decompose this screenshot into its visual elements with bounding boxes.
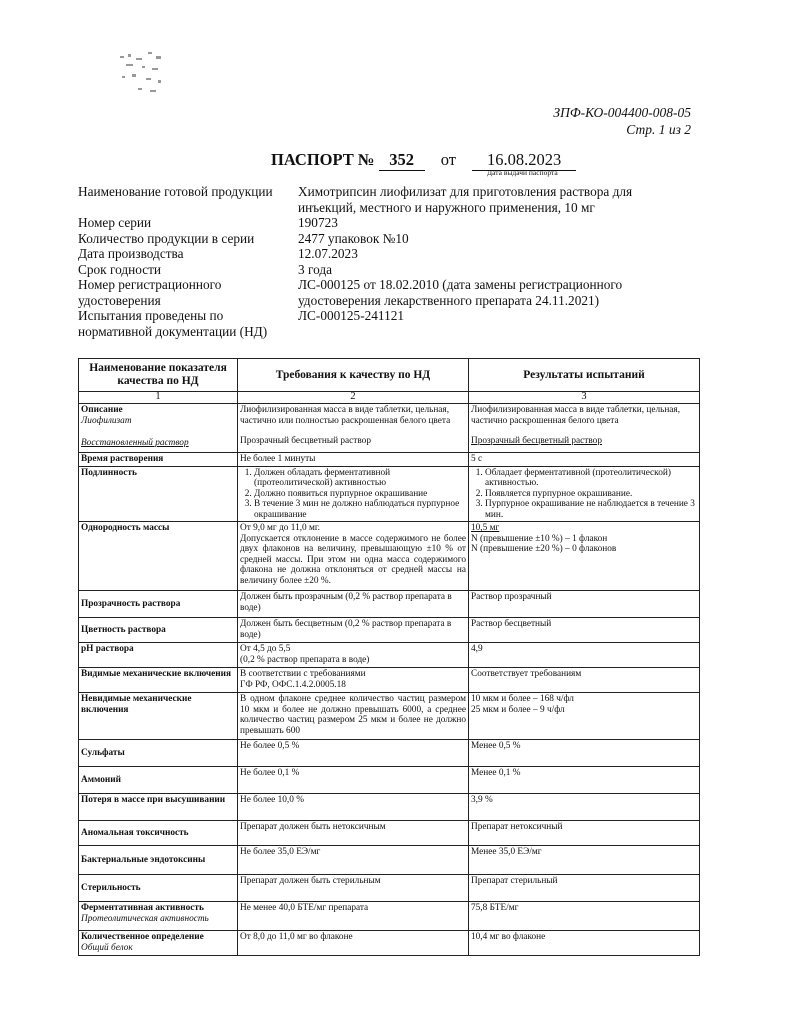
info-row — [78, 277, 658, 308]
indicator-name: Ферментативная активность — [81, 903, 204, 913]
info-row — [78, 246, 658, 262]
info-row — [78, 184, 658, 215]
table-row — [79, 466, 700, 522]
info-key: Количество продукции в серии — [78, 230, 255, 246]
info-value: 3 года — [298, 261, 333, 277]
requirement-text: В одном флаконе среднее количество частиц размером 10 мкм и более не должно превышать 6000, а среднее количество частиц размером 25 мкм и более не должно превышать 600 — [238, 693, 469, 740]
requirement-text: Лиофилизированная масса в виде таблетки, цельная, частично или полностью раскрошенная белого цвета — [240, 405, 451, 426]
requirement-text: (0,2 % раствор препарата в воде) — [240, 654, 370, 665]
info-value: ЛС-000125-241121 — [298, 308, 405, 323]
list-item: 2. Появляется пурпурное окрашивание. — [485, 489, 697, 500]
requirement-text: Не более 35,0 ЕЭ/мг — [238, 846, 469, 875]
requirement-text: Прозрачный бесцветный раствор — [240, 436, 371, 446]
requirement-text: От 9,0 мг до 11,0 мг. — [240, 523, 320, 533]
quality-table — [78, 358, 700, 956]
table-row — [79, 902, 700, 931]
table-row — [79, 522, 700, 591]
table-row — [79, 875, 700, 902]
issue-date-caption: Дата выдачи паспорта — [487, 168, 558, 177]
from-label: от — [440, 150, 457, 169]
info-key: Номер регистрационного удостоверения — [78, 277, 222, 308]
requirement-text: Препарат должен быть нетоксичным — [238, 821, 469, 846]
indicator-name: Видимые механические включения — [79, 668, 238, 693]
requirement-text: Не более 1 минуты — [238, 453, 469, 467]
table-row — [79, 740, 700, 767]
indicator-name: Время растворения — [79, 453, 238, 467]
table-row — [79, 618, 700, 643]
col-number: 1 — [79, 392, 238, 404]
result-text: N (превышение ±10 %) – 1 флакон — [471, 533, 608, 544]
table-row — [79, 453, 700, 467]
scan-noise-mark — [118, 50, 168, 95]
table-row — [79, 693, 700, 740]
table-row — [79, 846, 700, 875]
requirement-text: Не более 10,0 % — [238, 794, 469, 821]
info-value: 190723 — [298, 215, 338, 230]
requirement-list — [240, 468, 466, 521]
info-key: Наименование готовой продукции — [78, 184, 273, 199]
list-item: 2. Должно появиться пурпурное окрашивание — [254, 489, 466, 500]
indicator-name: Стерильность — [79, 875, 238, 902]
table-row — [79, 668, 700, 693]
table-row — [79, 931, 700, 956]
requirement-text: В соответствии с требованиями — [240, 669, 366, 679]
info-row — [78, 308, 658, 339]
info-key: Срок годности — [78, 261, 162, 277]
requirement-text: Должен быть бесцветным (0,2 % раствор препарата в воде) — [238, 618, 469, 643]
indicator-sub: Протеолитическая активность — [81, 913, 209, 924]
result-text: Препарат нетоксичный — [469, 821, 700, 846]
indicator-name: Бактериальные эндотоксины — [79, 846, 238, 875]
result-list — [471, 468, 697, 521]
col-number: 2 — [238, 392, 469, 404]
result-text: Раствор бесцветный — [469, 618, 700, 643]
info-row — [78, 262, 658, 278]
result-text: Раствор прозрачный — [469, 591, 700, 618]
table-row — [79, 767, 700, 794]
indicator-name: Цветность раствора — [79, 618, 238, 643]
passport-date: 16.08.2023 — [472, 150, 576, 171]
indicator-name: Потеря в массе при высушивании — [79, 794, 238, 821]
info-key: Испытания проведены по нормативной документации (НД) — [78, 308, 268, 339]
requirement-text: Должен быть прозрачным (0,2 % раствор препарата в воде) — [238, 591, 469, 618]
product-info — [78, 184, 658, 339]
requirement-text: ГФ РФ, ОФС.1.4.2.0005.18 — [240, 679, 346, 690]
indicator-name: Аномальная токсичность — [79, 821, 238, 846]
info-value: ЛС-000125 от 18.02.2010 (дата замены регистрационного удостоверения лекарственного препарата 24.11.2021) — [298, 277, 623, 308]
result-text: 10,4 мг во флаконе — [469, 931, 700, 956]
list-item: 1. Должен обладать ферментативной (протеолитической) активностью — [254, 468, 466, 489]
indicator-sub: Лиофилизат — [81, 415, 132, 426]
list-item: 3. В течение 3 мин не должно наблюдаться пурпурное окрашивание — [254, 499, 466, 520]
info-value: Химотрипсин лиофилизат для приготовления раствора для инъекций, местного и наружного применения, 10 мг — [298, 184, 633, 215]
result-text: 5 с — [469, 453, 700, 467]
result-text: Лиофилизированная масса в виде таблетки, цельная, частично раскрошенная белого цвета — [471, 405, 681, 426]
requirement-text: Не менее 40,0 БТЕ/мг препарата — [238, 902, 469, 931]
result-text: Прозрачный бесцветный раствор — [471, 436, 602, 446]
requirement-text: Допускается отклонение в массе содержимого не более двух флаконов на величину, превышающую ±10 % от средней массы. При этом ни одна масса содержимого флакона не должна отклоняться от средней массы на величину более ±20 %. — [240, 533, 466, 586]
result-text: Менее 0,1 % — [469, 767, 700, 794]
info-row — [78, 231, 658, 247]
indicator-name: Сульфаты — [79, 740, 238, 767]
result-text: Менее 0,5 % — [469, 740, 700, 767]
result-text: Менее 35,0 ЕЭ/мг — [469, 846, 700, 875]
requirement-text: Не более 0,5 % — [238, 740, 469, 767]
indicator-name: Однородность массы — [79, 522, 238, 591]
indicator-name: Количественное определение — [81, 932, 204, 942]
result-text: 3,9 % — [469, 794, 700, 821]
indicator-name: Аммоний — [79, 767, 238, 794]
indicator-name: Подлинность — [79, 466, 238, 522]
result-text: 4,9 — [469, 643, 700, 668]
table-row — [79, 591, 700, 618]
indicator-name: Описание — [81, 405, 123, 415]
header-results: Результаты испытаний — [469, 359, 700, 392]
list-item: 1. Обладает ферментативной (протеолитической) активностью. — [485, 468, 697, 489]
document-code: ЗПФ-КО-004400-008-05 — [553, 105, 691, 120]
requirement-text: Не более 0,1 % — [238, 767, 469, 794]
result-text: 10 мкм и более – 168 ч/фл — [471, 694, 574, 704]
col-number: 3 — [469, 392, 700, 404]
list-item: 3. Пурпурное окрашивание не наблюдается в течение 3 мин. — [485, 499, 697, 520]
info-value: 2477 упаковок №10 — [298, 230, 409, 246]
header-requirements: Требования к качеству по НД — [238, 359, 469, 392]
result-text: 75,8 БТЕ/мг — [469, 902, 700, 931]
result-text: N (превышение ±20 %) – 0 флаконов — [471, 544, 617, 554]
info-value: 12.07.2023 — [298, 246, 358, 261]
indicator-name: pH раствора — [79, 643, 238, 668]
table-row — [79, 643, 700, 668]
indicator-name: Прозрачность раствора — [79, 591, 238, 618]
document-header — [553, 104, 691, 138]
indicator-sub: Восстановленный раствор — [81, 438, 189, 448]
passport-number: 352 — [379, 150, 425, 171]
result-text: 25 мкм и более – 9 ч/фл — [471, 704, 565, 715]
requirement-text: От 8,0 до 11,0 мг во флаконе — [238, 931, 469, 956]
table-row — [79, 404, 700, 453]
result-text: Соответствует требованиям — [469, 668, 700, 693]
info-row — [78, 215, 658, 231]
requirement-text: Препарат должен быть стерильным — [238, 875, 469, 902]
table-row — [79, 794, 700, 821]
result-text: Препарат стерильный — [469, 875, 700, 902]
table-number-row — [79, 392, 700, 404]
table-row — [79, 821, 700, 846]
info-key: Дата производства — [78, 246, 184, 261]
passport-label: ПАСПОРТ № — [271, 150, 375, 169]
info-key: Номер серии — [78, 215, 152, 230]
indicator-sub: Общий белок — [81, 942, 133, 953]
requirement-text: От 4,5 до 5,5 — [240, 644, 291, 654]
header-indicator: Наименование показателя качества по НД — [79, 359, 238, 392]
table-header-row — [79, 359, 700, 392]
result-text: 10,5 мг — [471, 523, 500, 533]
page-number: Стр. 1 из 2 — [626, 122, 691, 137]
indicator-name: Невидимые механические включения — [79, 693, 238, 740]
